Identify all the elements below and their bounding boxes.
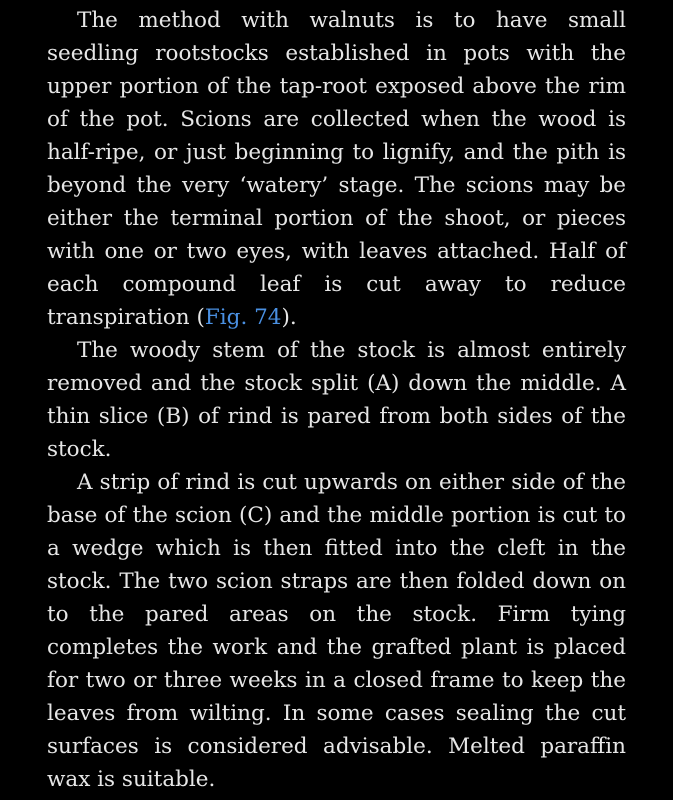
paragraph-1-text-start: The method with walnuts is to have small seedling rootstocks established in pots with the upper portion of the tap-root exposed above the rim of the pot. Scions are collected when the wood is half-ripe, or just beginning to lignify, and the pith is beyond the very ‘watery’ stage. The scions may be either the terminal portion of the shoot, or pieces with one or two eyes, with leaves attached. Half of each compound leaf is cut away to reduce transpiration ( (47, 8, 626, 330)
figure-74-link[interactable]: Fig. 74 (204, 305, 282, 330)
paragraph-walnut-method (47, 4, 626, 334)
paragraph-stock-preparation: The woody stem of the stock is almost entirely removed and the stock split (A) down the middle. A thin slice (B) of rind is pared from both sides of the stock. (47, 338, 626, 462)
paragraph-1-text-end: ). (281, 305, 297, 330)
paragraph-scion-fitting: A strip of rind is cut upwards on either side of the base of the scion (C) and the middle portion is cut to a wedge which is then fitted into the cleft in the stock. The two scion straps are then folded down on to the pared areas on the stock. Firm tying completes the work and the grafted plant is placed for two or three weeks in a closed frame to keep the leaves from wilting. In some cases sealing the cut surfaces is considered advisable. Melted paraffin wax is suitable. (47, 470, 626, 792)
